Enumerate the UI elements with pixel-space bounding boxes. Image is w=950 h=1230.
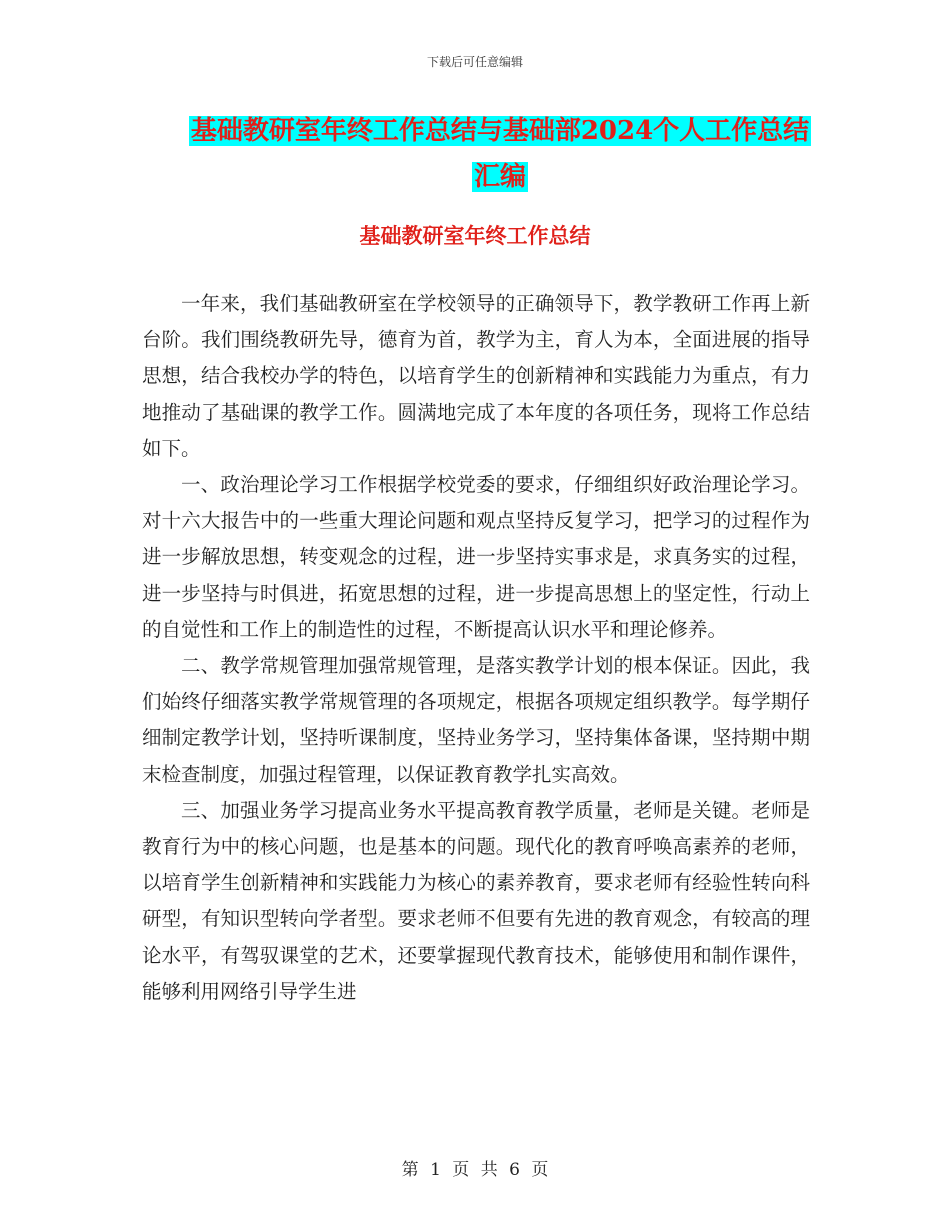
document-body — [142, 286, 810, 1010]
document-title — [140, 108, 860, 200]
document-title-line2: 汇编 — [473, 162, 526, 192]
section-title: 基础教研室年终工作总结 — [359, 223, 591, 248]
document-title-line1: 基础教研室年终工作总结与基础部2024个人工作总结 — [190, 116, 810, 146]
paragraph-teaching-management: 二、教学常规管理加强常规管理，是落实教学计划的根本保证。因此，我们始终仔细落实教学常规管理的各项规定，根据各项规定组织教学。每学期仔细制定教学计划，坚持听课制度，坚持业务学习，坚持集体备课，坚持期中期末检查制度，加强过程管理，以保证教育教学扎实高效。 — [142, 654, 810, 786]
page-footer: 第 1 页 共 6 页 — [401, 1160, 549, 1180]
paragraph-intro: 一年来，我们基础教研室在学校领导的正确领导下，教学教研工作再上新台阶。我们围绕教研先导，德育为首，教学为主，育人为本，全面进展的指导思想，结合我校办学的特色，以培育学生的创新精神和实践能力为重点，有力地推动了基础课的教学工作。圆满地完成了本年度的各项任务，现将工作总结如下。 — [142, 292, 810, 460]
paragraph-political-study: 一、政治理论学习工作根据学校党委的要求，仔细组织好政治理论学习。对十六大报告中的一些重大理论问题和观点坚持反复学习，把学习的过程作为进一步解放思想，转变观念的过程，进一步坚持实事求是，求真务实的过程，进一步坚持与时俱进，拓宽思想的过程，进一步提高思想上的坚定性，行动上的自觉性和工作上的制造性的过程，不断提高认识水平和理论修养。 — [142, 473, 810, 641]
paragraph-professional-study: 三、加强业务学习提高业务水平提高教育教学质量，老师是关键。老师是教育行为中的核心问题，也是基本的问题。现代化的教育呼唤高素养的老师，以培育学生创新精神和实践能力为核心的素养教育，要求老师有经验性转向科研型，有知识型转向学者型。要求老师不但要有先进的教育观念，有较高的理论水平，有驾驭课堂的艺术，还要掌握现代教育技术，能够使用和制作课件，能够利用网络引导学生进 — [142, 798, 810, 1003]
page-header: 下载后可任意编辑 — [426, 55, 523, 69]
